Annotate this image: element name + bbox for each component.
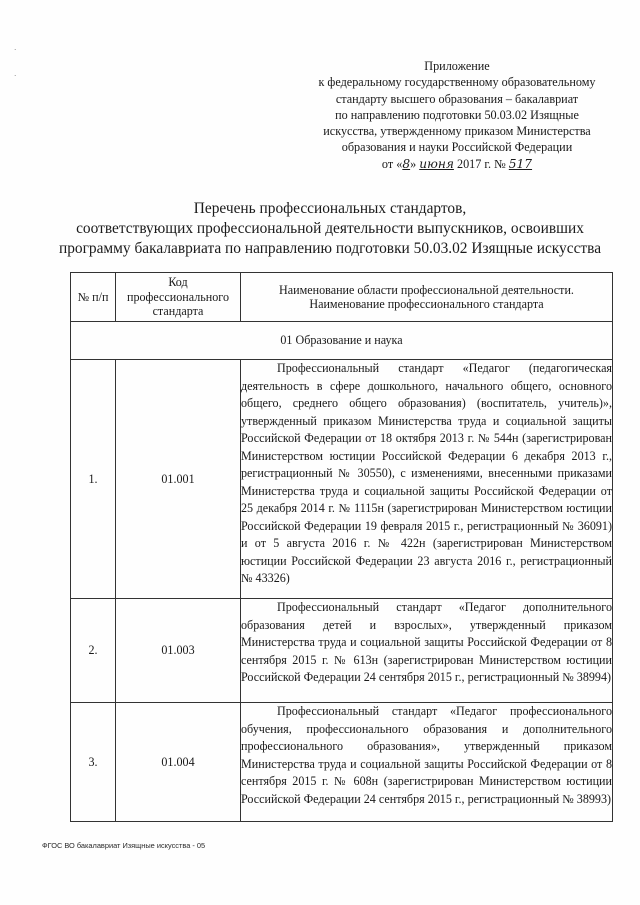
- title-line: соответствующих профессиональной деятельности выпускников, освоивших: [76, 219, 584, 237]
- table-row: [71, 360, 613, 599]
- row-description: Профессиональный стандарт «Педагог профессионального обучения, профессионального образования и дополнительного профессионального образования», утвержденный приказом Министерства труда и социальной защиты Российской Федерации от 8 сентября 2015 г. № 608н (зарегистрирован Министерством юстиции Российской Федерации 24 сентября 2015 г., регистрационный № 38993): [241, 703, 613, 822]
- appendix-line: к федеральному государственному образовательному: [318, 75, 596, 90]
- row-description: Профессиональный стандарт «Педагог (педагогическая деятельность в сфере дошкольного, начального общего, основного общего, среднего общего образования) (воспитатель, учитель)», утвержденный приказом Министерства труда и социальной защиты Российской Федерации от 18 октября 2013 г. № 544н (зарегистрирован Министерством юстиции Российской Федерации 6 декабря 2013 г., регистрационный № 30550), с изменениями, внесенными приказами Министерства труда и социальной защиты Российской Федерации от 25 декабря 2014 г. № 1115н (зарегистрирован Министерством юстиции Российской Федерации 19 февраля 2015 г., регистрационный № 36091) и от 5 августа 2016 г. № 422н (зарегистрирован Министерством юстиции Российской Федерации 23 августа 2016 г., регистрационный № 43326): [241, 360, 613, 599]
- scan-speck: ·: [14, 46, 17, 54]
- scan-speck: ·: [14, 72, 17, 80]
- row-code: 01.001: [116, 360, 241, 599]
- appendix-header: [292, 58, 622, 172]
- header-name: [241, 273, 613, 322]
- title-line: программу бакалавриата по направлению подготовки 50.03.02 Изящные искусства: [58, 239, 602, 257]
- row-description: Профессиональный стандарт «Педагог дополнительного образования детей и взрослых», утвержденный приказом Министерства труда и социальной защиты Российской Федерации от 8 сентября 2015 г. № 613н (зарегистрирован Министерством юстиции Российской Федерации 24 сентября 2015 г., регистрационный № 38994): [241, 599, 613, 703]
- table-row: [71, 703, 613, 822]
- date-year: 2017 г. №: [456, 156, 506, 171]
- table-row: [71, 599, 613, 703]
- row-code: 01.003: [116, 599, 241, 703]
- row-code: 01.004: [116, 703, 241, 822]
- header-num: № п/п: [71, 273, 116, 322]
- row-num: 2.: [71, 599, 116, 703]
- date-month-handwritten: июня: [419, 156, 454, 171]
- date-prefix: от «: [381, 156, 403, 171]
- appendix-line: по направлению подготовки 50.03.02 Изящные: [335, 107, 579, 122]
- section-title: 01 Образование и наука: [71, 322, 613, 360]
- header-code: Код профессионального стандарта: [116, 273, 241, 322]
- date-mid: »: [410, 156, 417, 171]
- appendix-label: Приложение: [424, 59, 490, 73]
- table-header-row: [71, 273, 613, 322]
- page-footer: ФГОС ВО бакалавриат Изящные искусства - 05: [42, 841, 206, 850]
- appendix-line: стандарту высшего образования – бакалавриат: [335, 91, 579, 106]
- row-num: 1.: [71, 360, 116, 599]
- header-name-line: Наименование профессионального стандарта: [309, 297, 544, 311]
- appendix-line: образования и науки Российской Федерации: [341, 140, 573, 155]
- appendix-line: искусства, утвержденному приказом Министерства: [323, 124, 591, 139]
- order-date-line: [292, 156, 622, 172]
- order-number-handwritten: 517: [508, 156, 533, 171]
- header-name-line: Наименование области профессиональной деятельности.: [279, 282, 574, 297]
- section-row: [71, 322, 613, 360]
- title-line: Перечень профессиональных стандартов,: [193, 200, 467, 217]
- document-title: [40, 199, 620, 258]
- date-day-handwritten: 8: [402, 156, 411, 171]
- row-num: 3.: [71, 703, 116, 822]
- standards-table: [70, 272, 613, 822]
